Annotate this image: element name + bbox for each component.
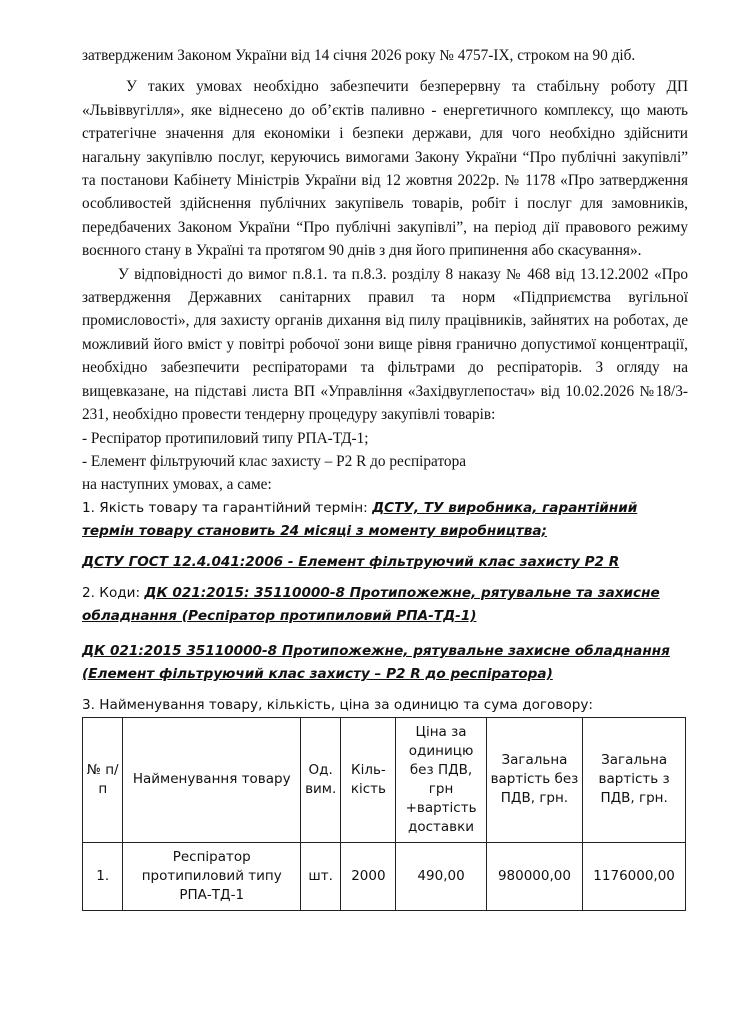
header-total-no-vat: Загальна вартість без ПДВ, грн. [486,717,583,842]
section-quality [82,497,688,543]
header-unit-price: Ціна за одиницю без ПДВ, грн +вартість доставки [396,717,486,842]
standard-value: ДСТУ ГОСТ 12.4.041:2006 - Елемент фільтруючий клас захисту Р2 R [82,553,620,570]
cell-quantity: 2000 [341,842,396,910]
list-item-filter: - Елемент фільтруючий клас захисту – Р2 R до респіратора [82,452,467,470]
list-item-respirator: - Респіратор протипиловий типу РПА-ТД-1; [82,429,369,447]
header-quantity: Кіль-кість [341,717,396,842]
codes-extra-value: ДК 021:2015 35110000-8 Протипожежне, рятувальне захисне обладнання (Елемент фільтруючий клас захисту – Р2 R до респіратора) [82,642,670,682]
paragraph-requirements: У відповідності до вимог п.8.1. та п.8.3. розділу 8 наказу № 468 від 13.12.2002 «Про затвердження Державних санітарних правил та норм «Підприємства вугільної промисловості», для захисту органів дихання від пилу працівників, зайнятих на роботах, де можливий його вміст у повітрі робочої зони вище рівня гранично допустимої концентрації, необхідно забезпечити респіраторами та фільтрами до респіраторів. З огляду на вищевказане, на підставі листа ВП «Управління «Західвуглепостач» від 10.02.2026 №18/3-231, необхідно провести тендерну процедуру закупівлі товарів: [82,265,688,424]
section-codes-value: ДК 021:2015: 35110000-8 Протипожежне, рятувальне та захисне обладнання (Респіратор протипиловий РПА-ТД-1) [82,584,660,624]
header-number: № п/п [83,717,123,842]
header-name: Найменування товару [123,717,300,842]
table-row [83,842,686,910]
goods-table [82,717,686,911]
cell-total-no-vat: 980000,00 [486,842,583,910]
section-codes-extra [82,640,688,686]
paragraph-law-continuation: затвердженим Законом України від 14 січня 2026 року № 4757-IX, строком на 90 діб. [82,47,636,64]
table-header-row [83,717,686,842]
section-codes [82,582,688,628]
cell-unit-price: 490,00 [396,842,486,910]
section-quality-standard [82,551,688,574]
paragraph-conditions: У таких умовах необхідно забезпечити безперервну та стабільну роботу ДП «Львіввугілля», яке віднесено до об’єктів паливно - енергетичного комплексу, що мають стратегічне значення для економіки і безпеки держави, для чого необхідно здійснити нагальну закупівлю послуг, керуючись вимогами Закону України “Про публічні закупівлі” та постанови Кабінету Міністрів України від 12 жовтня 2022р. № 1178 «Про затвердження особливостей здійснення публічних закупівель товарів, робіт і послуг для замовників, передбачених Законом України “Про публічні закупівлі”, на період дії правового режиму воєнного стану в Україні та протягом 90 днів з дня його припинення або скасування». [82,78,688,260]
cell-unit: шт. [300,842,340,910]
cell-total-vat: 1176000,00 [583,842,686,910]
section-goods-title: 3. Найменування товару, кількість, ціна за одиницю та сума договору: [82,696,593,713]
cell-name: Респіратор протипиловий типу РПА-ТД-1 [123,842,300,910]
section-codes-label: 2. Коди: [82,584,141,601]
cell-number: 1. [83,842,123,910]
section-quality-label: 1. Якість товару та гарантійний термін: [82,499,368,516]
header-total-vat: Загальна вартість з ПДВ, грн. [583,717,686,842]
section-quality-value: ДСТУ, ТУ виробника, гарантійний термін товару становить 24 місяці з моменту виробництва; [82,499,638,539]
conditions-intro: на наступних умовах, а саме: [82,476,272,494]
header-unit: Од. вим. [300,717,340,842]
document-page [82,44,688,911]
